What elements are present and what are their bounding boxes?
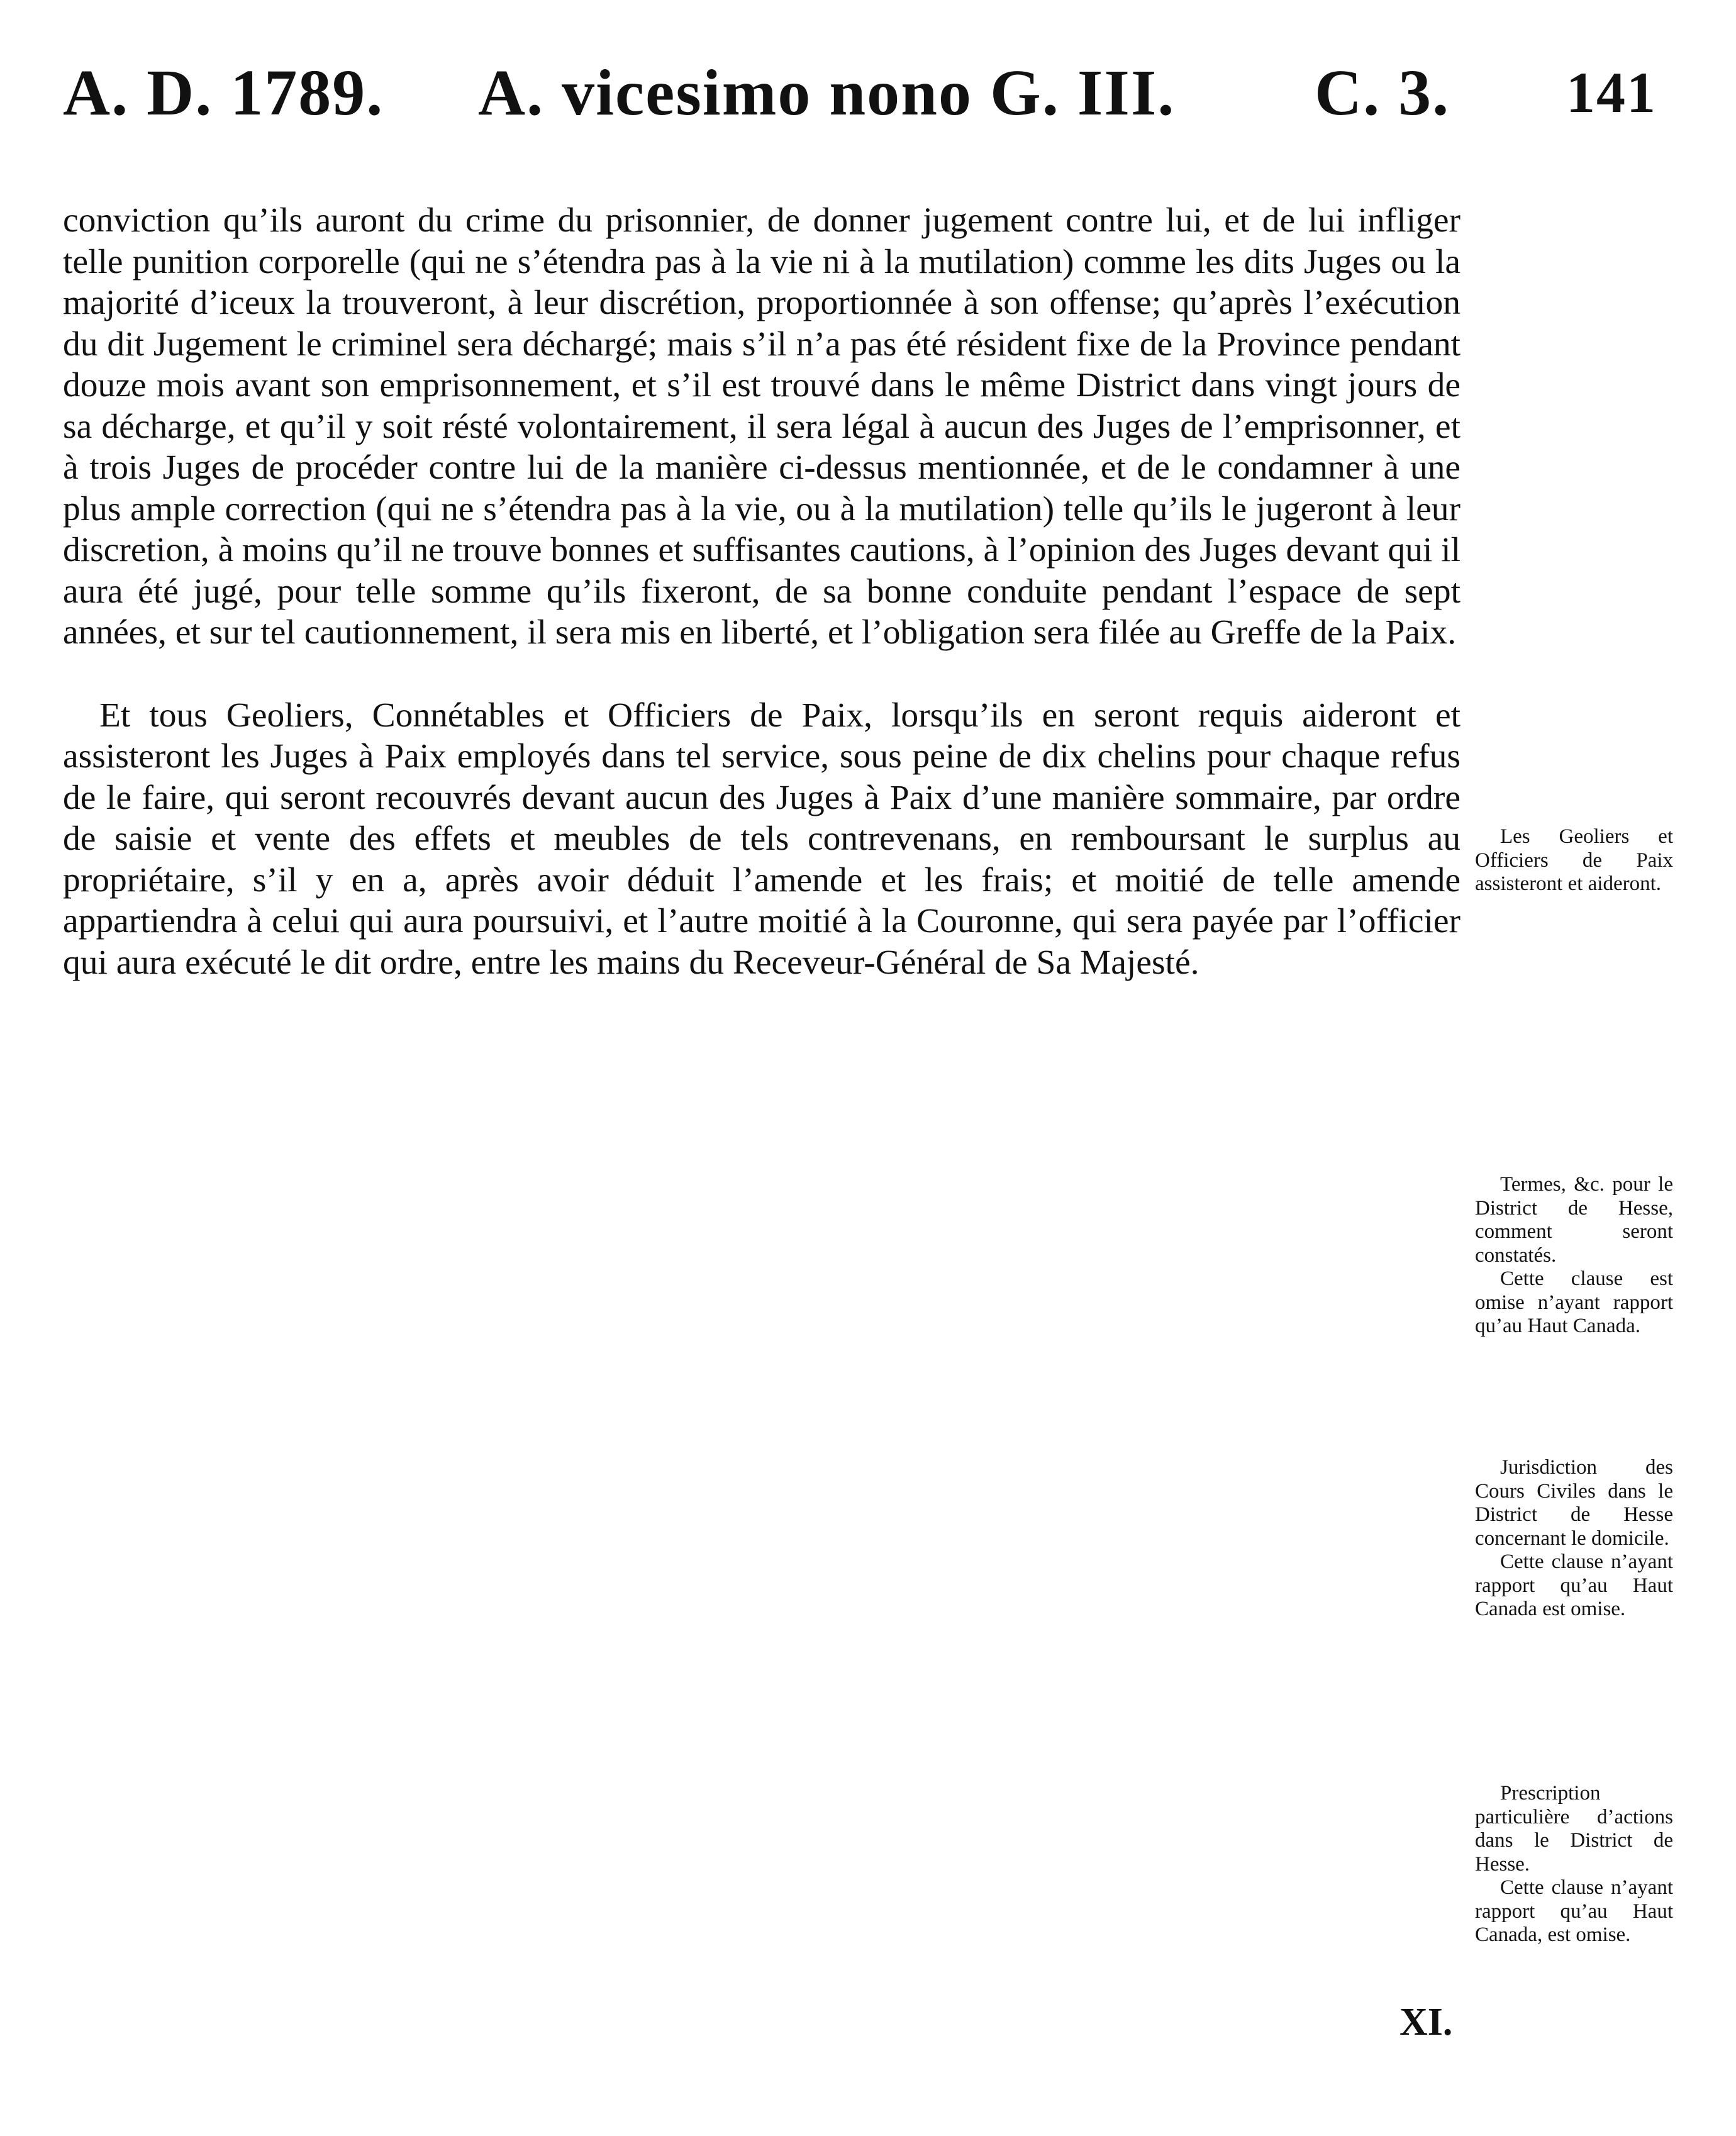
page-number: 141 <box>1566 60 1657 125</box>
margin-note-text: Jurisdiction des Cours Civiles dans le District de Hesse concernant le domicile. <box>1475 1456 1673 1550</box>
paragraph-geoliers: Et tous Geoliers, Connétables et Officiers de Paix, lorsqu’ils en seront requis aideront et assisteront les Juges à Paix employés dans tel service, sous peine de dix chelins pour chaque refus de le faire, qui seront recouvrés devant aucun des Juges à Paix d’une manière sommaire, par ordre de saisie et vente des effets et meubles de tels contrevenans, en remboursant le surplus au propriétaire, s’il y en a, après avoir déduit l’amende et les frais; et moitié de telle amende appartiendra à celui qui aura poursuivi, et l’autre moitié à la Couronne, qui sera payée par l’officier qui aura exécuté le dit ordre, entre les mains du Receveur-Général de Sa Majesté. <box>63 696 1461 982</box>
margin-note-text: Les Geoliers et Officiers de Paix assisteront et aideront. <box>1475 825 1673 895</box>
margin-note-prescription <box>1475 1782 1673 1947</box>
margin-note-omission: Cette clause est omise n’ayant rapport qu’au Haut Canada. <box>1475 1267 1673 1337</box>
margin-note-omission: Cette clause n’ayant rapport qu’au Haut Canada est omise. <box>1475 1550 1673 1620</box>
margin-note-geoliers <box>1475 825 1673 896</box>
catchword: XI. <box>1399 2001 1453 2044</box>
header-chapter: C. 3. <box>1315 57 1450 129</box>
main-text <box>63 200 1461 983</box>
paragraph-continuation: conviction qu’ils auront du crime du prisonnier, de donner jugement contre lui, et de lui infliger telle punition corporelle (qui ne s’étendra pas à la vie ni à la mutilation) comme les dits Juges ou la majorité d’iceux la trouveront, à leur discrétion, proportionnée à son offense; qu’après l’exécution du dit Jugement le criminel sera déchargé; mais s’il n’a pas été résident fixe de la Province pendant douze mois avant son emprisonnement, et s’il est trouvé dans le même District dans vingt jours de sa décharge, et qu’il y soit résté volontairement, il sera légal à aucun des Juges de l’emprisonner, et à trois Juges de procéder contre lui de la manière ci-dessus mentionnée, et de le condamner à une plus ample correction (qui ne s’étendra pas à la vie, ou à la mutilation) telle qu’ils le jugeront à leur discretion, à moins qu’il ne trouve bonnes et suffisantes cautions, à l’opinion des Juges devant qui il aura été jugé, pour telle somme qu’ils fixeront, de sa bonne conduite pendant l’espace de sept années, et sur tel cautionnement, il sera mis en liberté, et l’obligation sera filée au Greffe de la Paix. <box>63 201 1461 652</box>
margin-note-text: Termes, &c. pour le District de Hesse, comment seront constatés. <box>1475 1173 1673 1267</box>
margin-note-text: Prescription particulière d’actions dans le District de Hesse. <box>1475 1782 1673 1876</box>
margin-note-jurisdiction <box>1475 1456 1673 1621</box>
margin-note-termes <box>1475 1173 1673 1338</box>
margin-note-omission: Cette clause n’ayant rapport qu’au Haut Canada, est omise. <box>1475 1876 1673 1946</box>
header-regnal-year: A. vicesimo nono G. III. <box>478 57 1176 129</box>
header-year: A. D. 1789. <box>63 57 384 129</box>
running-header <box>63 55 1673 150</box>
